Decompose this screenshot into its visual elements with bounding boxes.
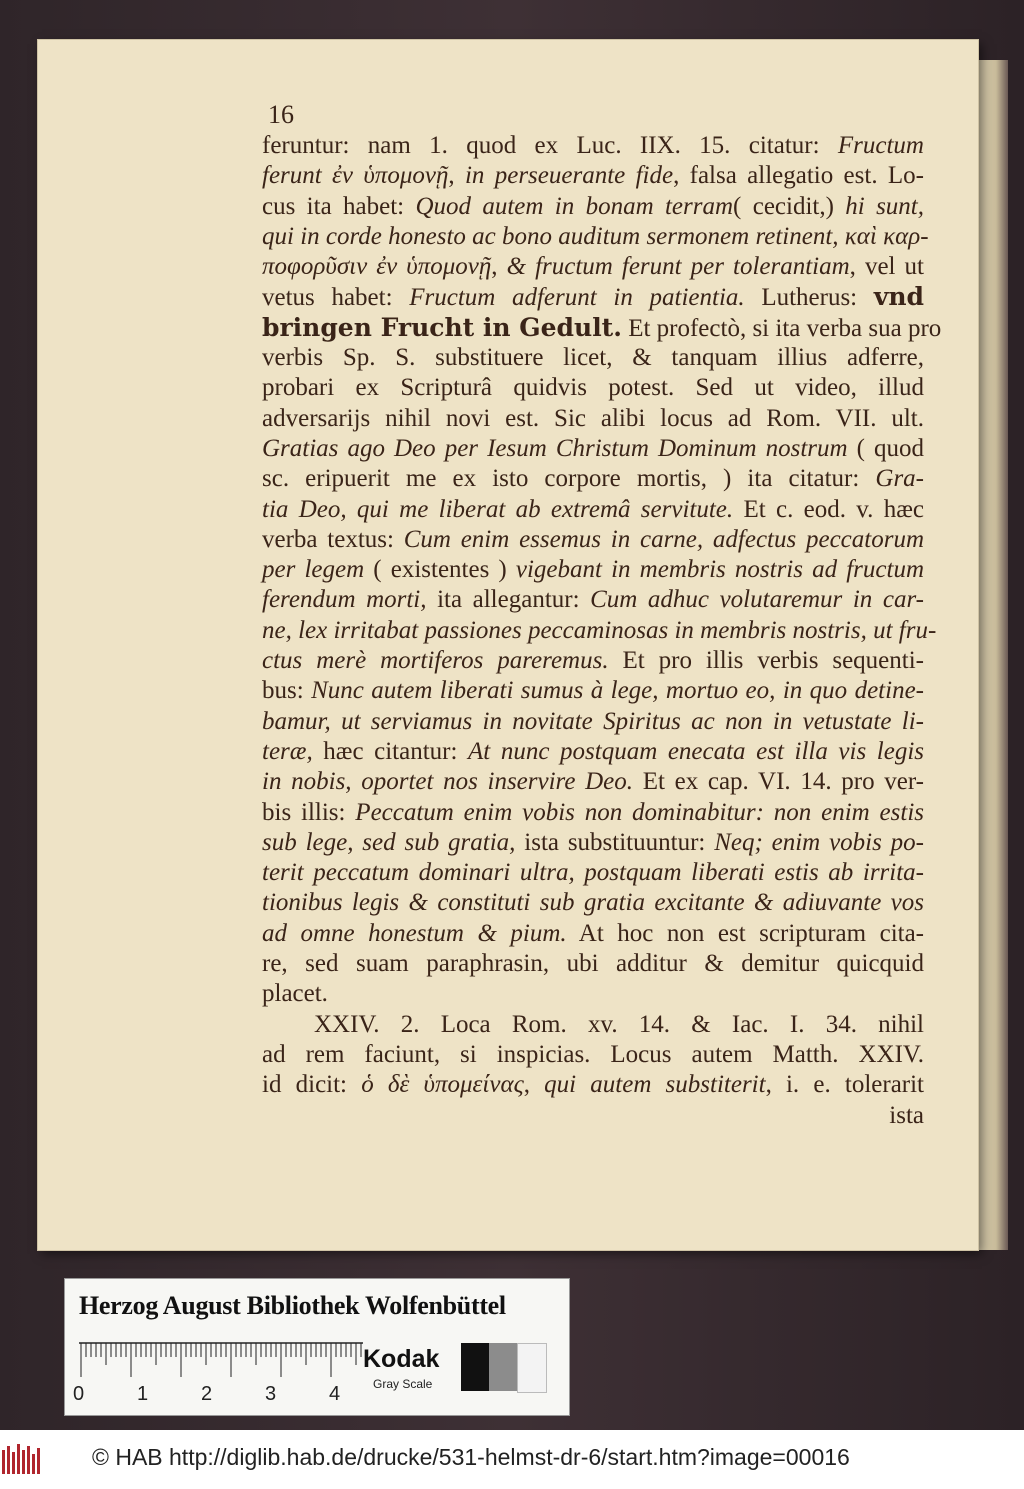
text-segment: vetus habet: (262, 284, 410, 312)
text-line (262, 616, 937, 646)
kodak-brand: Kodak (363, 1345, 440, 1373)
text-line (262, 646, 924, 676)
text-segment: & fructum ferunt per tolerantiam (506, 253, 850, 281)
text-segment: in perseuerante fide (464, 162, 674, 190)
text-segment: bamur, ut serviamus in novitate Spiritus ac non in vetustate li- (262, 707, 924, 735)
text-segment: vnd (873, 282, 924, 312)
color-target-card (64, 1278, 570, 1416)
swatch-black (461, 1343, 489, 1391)
text-segment: ita allegantur: (426, 586, 591, 614)
text-segment: bis illis: (262, 798, 356, 826)
text-segment: Et pro illis verbis sequenti- (608, 647, 924, 675)
text-line (262, 737, 924, 767)
text-segment: vigebant in membris nostris ad fructum (515, 556, 924, 584)
text-segment: At nunc postquam enecata est illa vis legis (468, 737, 924, 765)
text-segment: XXIV. 2. Loca Rom. xv. 14. & Iac. I. 34. nihil (314, 1010, 924, 1038)
text-segment: verbis Sp. S. substituere licet, & tanquam illius adferre, (262, 344, 924, 372)
text-segment: ἐν ὑπομονῇ (332, 162, 449, 190)
text-segment: Peccatum enim vobis non dominabitur: non enim estis (355, 798, 924, 826)
text-line (262, 312, 942, 343)
text-segment: , (523, 1071, 545, 1099)
text-line (262, 464, 924, 494)
text-segment: bringen Frucht in Gedult. (262, 312, 622, 342)
text-line (262, 1010, 924, 1040)
text-segment: tionibus legis & constituti sub gratia excitante & adiuvante vos (262, 889, 924, 917)
text-line (262, 1101, 924, 1131)
text-line (262, 252, 924, 282)
text-line (262, 828, 924, 858)
text-segment: qui in corde honesto ac bono auditum sermonem retinent, (262, 222, 845, 250)
text-segment: ista (889, 1101, 924, 1129)
text-segment: verba textus: (262, 525, 404, 553)
ruler-number: 0 (73, 1383, 85, 1405)
text-line (262, 555, 924, 585)
swatch-white (517, 1343, 547, 1393)
text-line (262, 222, 929, 252)
ruler-number: 3 (265, 1383, 277, 1405)
text-segment: Et c. eod. v. hæc (733, 495, 924, 523)
text-segment: terit peccatum dominari ultra, postquam liberati estis ab irrita- (262, 859, 924, 887)
text-segment: , vel ut (849, 253, 924, 281)
gray-scale-label: Gray Scale (373, 1377, 433, 1391)
text-segment: ( cecidit,) (733, 192, 846, 220)
text-segment: id dicit: (262, 1071, 362, 1099)
ruler-number: 1 (137, 1383, 149, 1405)
text-segment: Cum adhuc volutaremur in car- (590, 586, 924, 614)
text-line (262, 707, 924, 737)
text-segment: Nunc autem liberati sumus à lege, mortuo eo, in quo detine- (311, 677, 924, 705)
text-line (262, 495, 924, 525)
text-line (262, 373, 924, 403)
text-line (262, 1070, 924, 1100)
text-segment: sc. eripuerit me ex isto corpore mortis, ) ita citatur: (262, 465, 876, 493)
text-line (262, 434, 924, 464)
text-segment: hæc citantur: (312, 737, 469, 765)
text-line (262, 798, 924, 828)
text-segment: tia Deo, qui me liberat ab extremâ servitute. (262, 495, 734, 523)
text-segment: Gra- (875, 465, 924, 493)
text-segment: feruntur: nam 1. quod ex Luc. IIX. 15. citatur: (262, 132, 838, 159)
text-line (262, 161, 924, 191)
text-line (262, 192, 924, 222)
text-segment: Fructum (837, 132, 924, 159)
text-segment: Fructum adferunt in patientia. (409, 284, 745, 312)
text-segment: ne, lex irritabat passiones peccaminosas in membris nostris, ut fru- (262, 616, 937, 644)
text-line (262, 1040, 924, 1070)
text-segment: cus ita habet: (262, 192, 416, 220)
text-segment: teræ, (262, 737, 313, 765)
text-segment: ad omne honestum & pium. (262, 919, 567, 947)
text-segment: sub lege, sed sub gratia, (262, 828, 516, 856)
text-segment: ad rem faciunt, si inspicias. Locus autem Matth. XXIV. (262, 1040, 924, 1068)
text-segment: ( existentes ) (364, 556, 516, 584)
text-line (262, 949, 924, 979)
text-segment: At hoc non est scripturam cita- (566, 919, 925, 947)
text-segment: ista substituuntur: (515, 828, 715, 856)
text-segment: in nobis, oportet nos inservire Deo. (262, 768, 634, 796)
page-number: 16 (268, 100, 294, 129)
text-line (262, 282, 924, 312)
text-line (262, 888, 924, 918)
text-segment: καὶ καρ- (844, 222, 929, 250)
text-line (262, 131, 924, 161)
text-segment: Et profectò, si ita verba sua pro (621, 314, 942, 342)
text-segment: bus: (262, 677, 312, 705)
text-segment: per legem (262, 556, 365, 584)
text-segment: , falsa allegatio est. Lo- (673, 162, 924, 190)
text-segment: ( quod (847, 434, 925, 462)
text-segment: , (448, 162, 465, 190)
text-segment: Neq; enim vobis po- (714, 828, 925, 856)
text-segment: adversarijs nihil novi est. Sic alibi locus ad Rom. VII. ult. (262, 404, 924, 432)
copyright-url: © HAB http://diglib.hab.de/drucke/531-helmst-dr-6/start.htm?image=00016 (92, 1444, 850, 1470)
text-line (262, 676, 924, 706)
text-line (262, 585, 924, 615)
text-segment: ὁ δὲ ὑπομείνας (361, 1071, 524, 1099)
text-segment: probari ex Scripturâ quidvis potest. Sed ut video, illud (262, 374, 924, 402)
text-line (262, 767, 924, 797)
text-segment: Cum enim essemus in carne, adfectus peccatorum (403, 525, 924, 553)
ruler-number: 2 (201, 1383, 213, 1405)
ruler-scale (79, 1341, 363, 1381)
text-segment: , (491, 253, 507, 281)
target-title: Herzog August Bibliothek Wolfenbüttel (79, 1291, 506, 1320)
text-segment: ferendum morti, (262, 586, 427, 614)
text-segment: qui autem substiterit (544, 1071, 766, 1099)
text-segment: ferunt (262, 162, 333, 190)
text-segment: hi sunt, (845, 192, 924, 220)
text-segment: Gratias ago Deo per Iesum Christum Dominum nostrum (262, 434, 848, 462)
text-segment: re, sed suam paraphrasin, ubi additur & demitur quicquid (262, 950, 924, 978)
text-line (262, 979, 924, 1009)
text-segment: Quod autem in bonam terram (415, 192, 734, 220)
text-line (262, 858, 924, 888)
footer-bar (0, 1430, 1024, 1489)
text-segment: placet. (262, 980, 328, 1008)
page-text (262, 131, 942, 1131)
text-segment: Lutherus: (744, 284, 874, 312)
text-segment: ποφορῦσιν ἐν ὑπομονῇ (262, 253, 492, 281)
text-line (262, 343, 924, 373)
text-segment: Et ex cap. VI. 14. pro ver- (633, 768, 924, 796)
text-line (262, 404, 924, 434)
text-segment: ctus merè mortiferos pareremus. (262, 647, 609, 675)
text-segment: , i. e. tolerarit (765, 1071, 925, 1099)
hab-logo-icon (2, 1444, 42, 1476)
swatch-gray (489, 1343, 517, 1391)
page-edge (978, 60, 1008, 1250)
text-line (262, 525, 924, 555)
ruler-number: 4 (329, 1383, 341, 1405)
text-line (262, 919, 924, 949)
